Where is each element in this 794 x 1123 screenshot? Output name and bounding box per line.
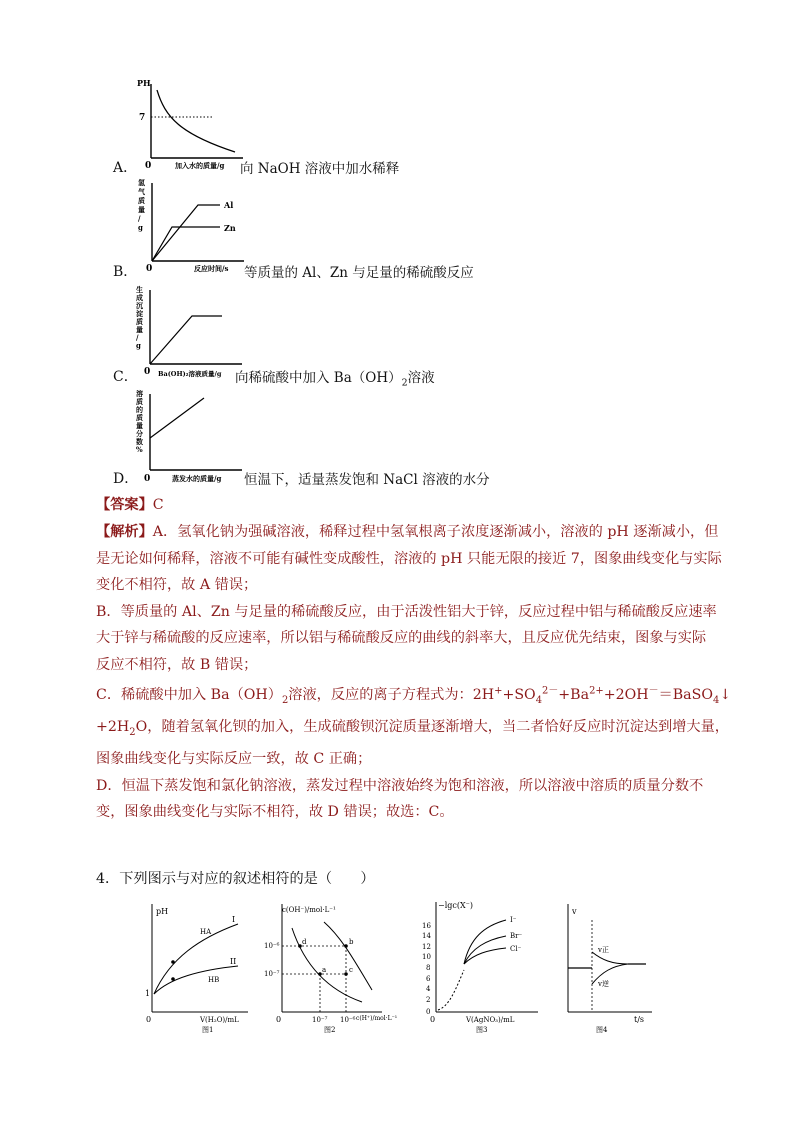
svg-text:10⁻⁶: 10⁻⁶ bbox=[264, 942, 280, 950]
svg-text:V(AgNO₃)/mL: V(AgNO₃)/mL bbox=[466, 1016, 515, 1024]
analysis-c2: $+2H_2O$，随着氢氧化钡的加入，生成硫酸钡沉淀质量逐渐增大，当二者恰好反应时沉淀达到增大量， bbox=[96, 719, 729, 738]
svg-text:d: d bbox=[302, 938, 307, 946]
svg-text:0: 0 bbox=[276, 1015, 282, 1024]
svg-text:14: 14 bbox=[422, 932, 431, 940]
svg-text:t/s: t/s bbox=[634, 1015, 645, 1024]
svg-text:6: 6 bbox=[426, 975, 431, 983]
graph-a-origin: 0 bbox=[145, 161, 152, 171]
svg-text:c(H⁺)/mol·L⁻¹: c(H⁺)/mol·L⁻¹ bbox=[356, 1015, 398, 1022]
answer-value: C bbox=[152, 497, 164, 513]
graph-b-ylabel: 氢气质量/ g bbox=[138, 178, 145, 232]
graph-b bbox=[138, 175, 248, 275]
option-c-letter: C． bbox=[113, 369, 138, 385]
option-d-letter: D． bbox=[113, 471, 139, 487]
graph-b-xlabel: 反应时间/s bbox=[194, 264, 229, 273]
answer-line bbox=[96, 492, 708, 519]
figure-2-caption: 图2 bbox=[324, 1026, 336, 1034]
graph-d-xlabel: 蒸发水的质量/g bbox=[172, 474, 222, 483]
svg-text:v正: v正 bbox=[598, 946, 609, 954]
svg-text:c: c bbox=[349, 966, 353, 974]
svg-text:8: 8 bbox=[426, 964, 431, 972]
figure-3-caption: 图3 bbox=[476, 1026, 488, 1034]
figure-3 bbox=[414, 898, 542, 1036]
svg-text:0: 0 bbox=[430, 1015, 436, 1024]
svg-text:1: 1 bbox=[145, 989, 151, 998]
figure-1-caption: 图1 bbox=[202, 1026, 214, 1034]
option-a-text: 向 NaOH 溶液中加水稀释 bbox=[240, 161, 400, 177]
graph-a-xlabel: 加入水的质量/g bbox=[175, 161, 225, 170]
svg-text:HA: HA bbox=[200, 928, 212, 936]
question-4: 4．下列图示与对应的叙述相符的是（ ） bbox=[96, 871, 375, 887]
svg-text:Cl⁻: Cl⁻ bbox=[510, 945, 522, 953]
graph-d-ylabel: 溶质的质量分数% bbox=[136, 389, 143, 454]
analysis-label: 【解析】 bbox=[96, 524, 153, 540]
svg-text:I: I bbox=[232, 915, 236, 924]
figure-3-yticks bbox=[422, 922, 431, 1016]
analysis-a: 【解析】A．氢氧化钠为强碱溶液，稀释过程中氢氧根离子浓度逐渐减小，溶液的 pH 逐渐减小，但 是无论如何稀释，溶液不可能有碱性变成酸性，溶液的 pH 只能无限的接近 7，图象曲线变化与实际 变化不相符，故 A 错误； B．等质量的 Al、Zn 与足量的稀硫酸反应，由于活泼性铝大于锌，反应过程中铝与稀硫酸反应速率 大于锌与稀硫酸的反应速率，所以铝与稀硫酸反应的曲线的斜率大，且反应优先结束，图象与实际 反应不相符，故 B 错误； C．稀硫酸中加入 $Ba(OH)_2$溶液，反应的离子方程式为：$2H^++SO_4^{2-}+Ba^{2+}+2OH^-=BaSO_4↓$ $+2H_2O$，随着氢氧化钡的加入，生成硫酸钡沉淀质量逐渐增大，当二者恰好反应时沉淀达到增大量， 图象曲线变化与实际反应一致，故 C 正确； D．恒温下蒸发饱和氯化钠溶液，蒸发过程中溶液始终为饱和溶液，所以溶液中溶质的质量分数不 变，图象曲线变化与实际不相符，故 D 错误；故选：C。 bbox=[96, 524, 732, 821]
graph-a-ylabel: PH bbox=[137, 78, 151, 88]
option-b-letter: B． bbox=[113, 264, 138, 280]
svg-text:12: 12 bbox=[422, 943, 431, 951]
option-c-text: 向稀硫酸中加入 $Ba(OH)_2$溶液 bbox=[235, 370, 435, 389]
svg-text:Br⁻: Br⁻ bbox=[510, 932, 523, 940]
svg-text:10⁻⁶: 10⁻⁶ bbox=[340, 1016, 356, 1024]
graph-c-ylabel: 生成沉淀质量/ g bbox=[136, 285, 143, 350]
graph-c-origin: 0 bbox=[144, 367, 151, 377]
svg-text:0: 0 bbox=[146, 1015, 152, 1024]
graph-c-xlabel: Ba(OH)₂溶液质量/g bbox=[158, 370, 222, 378]
svg-text:c(OH⁻)/mol·L⁻¹: c(OH⁻)/mol·L⁻¹ bbox=[282, 906, 336, 914]
graph-a-tick7: 7 bbox=[139, 113, 146, 123]
option-b-text: 等质量的 Al、Zn 与足量的稀硫酸反应 bbox=[244, 265, 474, 281]
svg-text:10⁻⁷: 10⁻⁷ bbox=[312, 1016, 328, 1024]
graph-a bbox=[135, 72, 245, 172]
graph-b-curve-al: Al bbox=[224, 200, 234, 210]
svg-text:−lgc(X⁻): −lgc(X⁻) bbox=[438, 901, 474, 910]
figure-2 bbox=[262, 898, 398, 1036]
graph-b-curve-zn: Zn bbox=[224, 223, 236, 233]
figure-1 bbox=[140, 898, 252, 1036]
graph-d-origin: 0 bbox=[144, 474, 151, 484]
option-a-letter: A． bbox=[113, 160, 138, 176]
figure-4-caption: 图4 bbox=[596, 1026, 608, 1034]
svg-text:4: 4 bbox=[426, 985, 431, 993]
analysis-c1: C．稀硫酸中加入 $Ba(OH)_2$溶液，反应的离子方程式为：$2H^++SO_4^{2-}+Ba^{2+}+2OH^-=BaSO_4↓$ bbox=[96, 685, 732, 706]
svg-text:16: 16 bbox=[422, 922, 431, 930]
graph-d bbox=[136, 386, 248, 486]
svg-text:a: a bbox=[322, 966, 327, 974]
svg-text:v: v bbox=[572, 907, 577, 916]
figure-4 bbox=[556, 898, 656, 1036]
svg-text:I⁻: I⁻ bbox=[510, 916, 517, 924]
svg-text:2: 2 bbox=[426, 996, 431, 1004]
svg-text:10: 10 bbox=[422, 953, 431, 961]
option-d-text: 恒温下，适量蒸发饱和 NaCl 溶液的水分 bbox=[244, 472, 490, 488]
svg-text:II: II bbox=[230, 957, 237, 966]
svg-text:v逆: v逆 bbox=[598, 980, 609, 988]
svg-text:0: 0 bbox=[426, 1008, 431, 1016]
svg-text:b: b bbox=[349, 938, 354, 946]
graph-b-origin: 0 bbox=[146, 264, 153, 274]
svg-text:10⁻⁷: 10⁻⁷ bbox=[264, 970, 280, 978]
svg-text:HB: HB bbox=[208, 976, 220, 984]
graph-c bbox=[136, 282, 248, 382]
answer-label: 【答案】 bbox=[96, 497, 153, 513]
svg-text:pH: pH bbox=[156, 907, 169, 916]
svg-text:V(H₂O)/mL: V(H₂O)/mL bbox=[200, 1016, 239, 1024]
